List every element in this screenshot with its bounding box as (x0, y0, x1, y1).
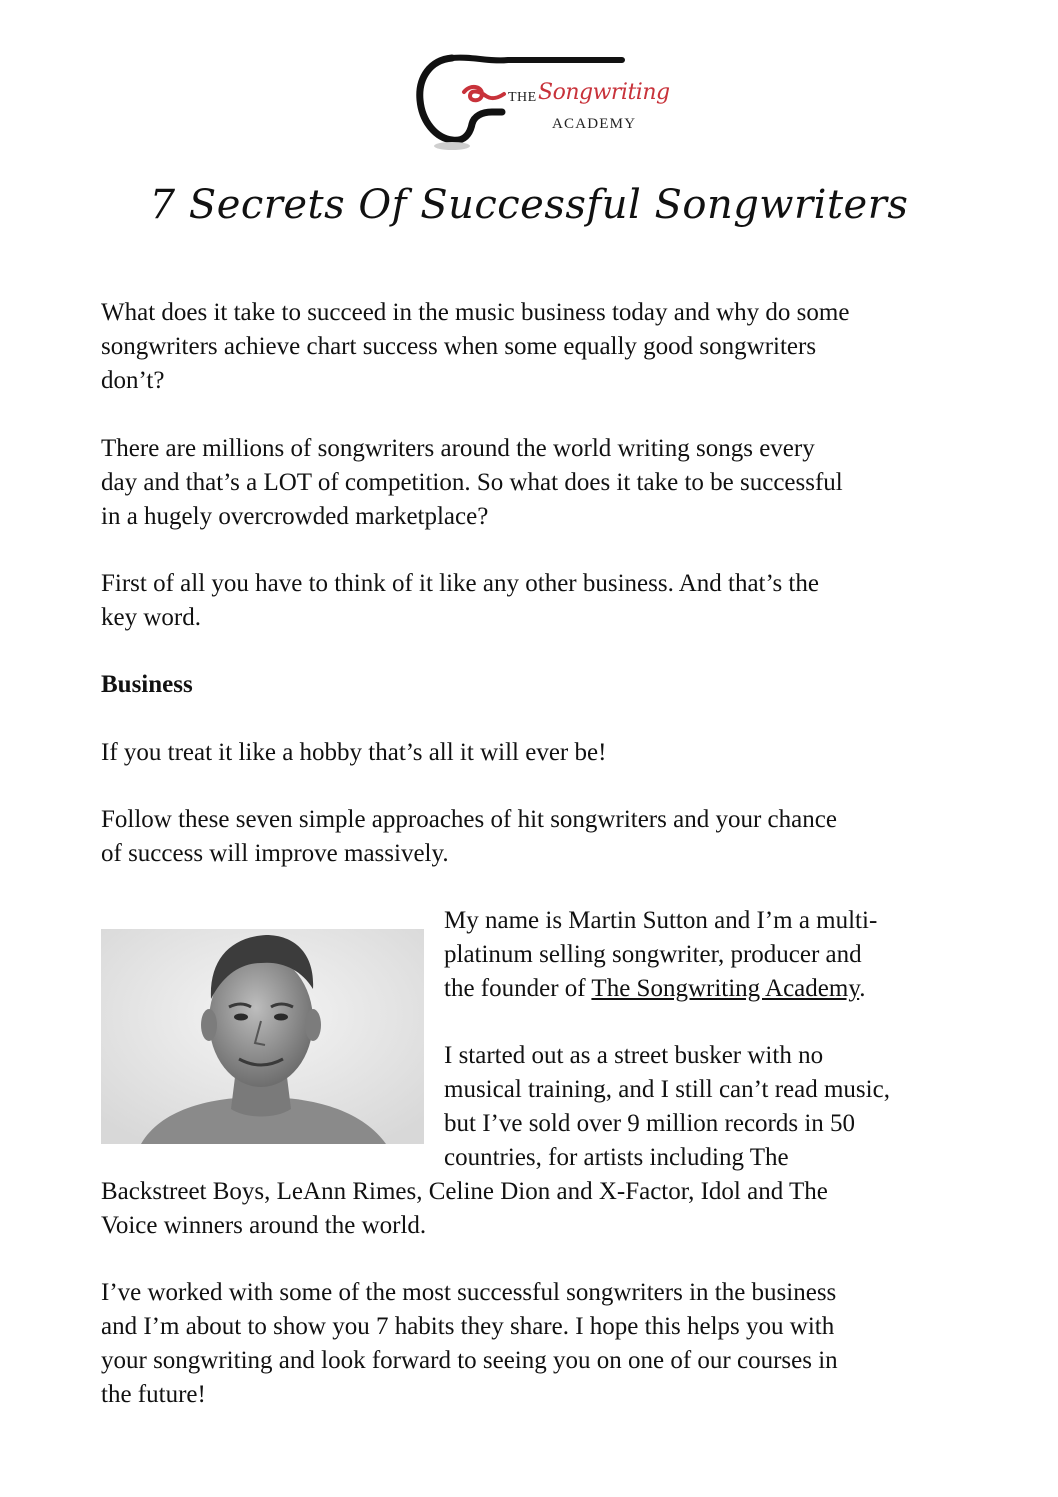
text-line: musical training, and I still can’t read music, (444, 1076, 890, 1103)
text-line: There are millions of songwriters around the world writing songs every (101, 435, 815, 462)
closing-paragraph (101, 1276, 963, 1412)
text-line: First of all you have to think of it like any other business. And that’s the (101, 570, 819, 597)
text-line: My name is Martin Sutton and I’m a multi- (444, 907, 878, 934)
text-line: day and that’s a LOT of competition. So what does it take to be successful (101, 469, 843, 496)
text-line: of success will improve massively. (101, 840, 449, 867)
bio-career (444, 1039, 890, 1175)
approaches-paragraph (101, 803, 963, 871)
text-line: and I’m about to show you 7 habits they share. I hope this helps you with (101, 1313, 835, 1340)
hobby-paragraph: If you treat it like a hobby that’s all it will ever be! (101, 739, 607, 766)
logo-the: THE (508, 90, 537, 105)
academy-logo (412, 52, 670, 154)
text-line: I’ve worked with some of the most successful songwriters in the business (101, 1279, 837, 1306)
text-line: Backstreet Boys, LeAnn Rimes, Celine Dion and X-Factor, Idol and The (101, 1178, 828, 1205)
songwriting-academy-link[interactable]: The Songwriting Academy (591, 975, 860, 1002)
text-line: countries, for artists including The (444, 1144, 789, 1171)
text-line: your songwriting and look forward to seeing you on one of our courses in (101, 1347, 838, 1374)
text-line: key word. (101, 604, 201, 631)
text-line: . (859, 975, 866, 1002)
text-line: the founder of (444, 975, 592, 1002)
logo-academy: ACADEMY (552, 116, 637, 132)
text-line: songwriters achieve chart success when some equally good songwriters (101, 333, 817, 360)
portrait-icon (101, 929, 424, 1144)
text-line: Voice winners around the world. (101, 1212, 427, 1239)
text-line: but I’ve sold over 9 million records in 50 (444, 1110, 856, 1137)
text-line: Follow these seven simple approaches of hit songwriters and your chance (101, 806, 837, 833)
bio-intro (444, 904, 877, 1006)
page-title: 7 Secrets Of Successful Songwriters (149, 182, 909, 228)
author-photo (101, 929, 424, 1144)
text-line: don’t? (101, 367, 165, 394)
text-line: the future! (101, 1381, 206, 1408)
text-line: What does it take to succeed in the music business today and why do some (101, 299, 850, 326)
text-line: platinum selling songwriter, producer and (444, 941, 862, 968)
competition-paragraph (101, 432, 963, 534)
logo-songwriting: Songwriting (538, 80, 670, 105)
intro-paragraph (101, 296, 963, 398)
text-line: I started out as a street busker with no (444, 1042, 824, 1069)
section-heading: Business (101, 671, 193, 698)
business-intro-paragraph (101, 567, 963, 635)
bio-continuation (101, 1175, 963, 1243)
text-line: in a hugely overcrowded marketplace? (101, 503, 489, 530)
